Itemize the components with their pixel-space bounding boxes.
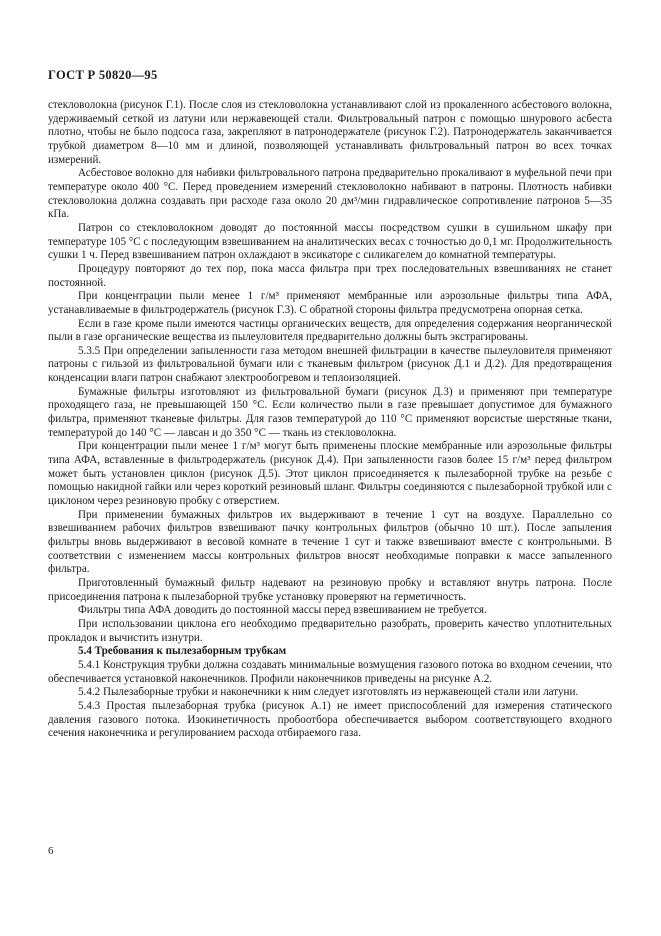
paragraph: Приготовленный бумажный фильтр надевают на резиновую пробку и вставляют внутрь патрона. После присоединения патрона к пылезаборной трубке установку проверяют на герметичность. [48, 576, 612, 603]
paragraph: При использовании циклона его необходимо предварительно разобрать, проверить качество уплотнительных прокладок и вычистить изнутри. [48, 617, 612, 644]
paragraph: стекловолокна (рисунок Г.1). После слоя из стекловолокна устанавливают слой из прокаленного асбестового волокна, удерживаемый сеткой из латуни или нержавеющей стали. Фильтровальный патрон с помощью шнурового асбеста плотно, чтобы не было подсоса газа, закрепляют в патронодержателе (рисунок Г.2). Патронодержатель заканчивается трубкой диаметром 8—10 мм и длиной, позволяющей устанавливать фильтровальный патрон во всех точках измерений. [48, 99, 612, 166]
paragraph: Фильтры типа АФА доводить до постоянной массы перед взвешиванием не требуется. [78, 604, 487, 617]
paragraph: 5.4.3 Простая пылезаборная трубка (рисунок А.1) не имеет приспособлений для измерения статического давления газового потока. Изокинетичность пробоотбора обеспечивается выбором соответствующего входного сечения наконечника и регулированием расхода отбираемого газа. [48, 699, 612, 740]
section-heading: 5.4 Требования к пылезаборным трубкам [78, 645, 287, 658]
paragraph: При концентрации пыли менее 1 г/м³ могут быть применены плоские мембранные или аэрозольные фильтры типа АФА, вставленные в фильтродержатель (рисунок Д.4). При запыленности газов более 15 г/м³ перед фильтром может быть установлен циклон (рисунок Д.5). Этот циклон присоединяется к пылезаборной трубке на резьбе с помощью накидной гайки или через короткий резиновый шланг. Фильтры соединяются с пылезаборной трубкой или с циклоном через резиновую пробку с отверстием. [48, 440, 612, 508]
paragraph: Если в газе кроме пыли имеются частицы органических веществ, для определения содержания неорганической пыли в газе органические вещества из пылеуловителя предварительно должны быть экстрагированы. [48, 317, 612, 344]
paragraph: При применении бумажных фильтров их выдерживают в течение 1 сут на воздухе. Параллельно со взвешиванием рабочих фильтров взвешивают пачку контрольных фильтров (обычно 10 шт.). После запыления фильтры вновь выдерживают в весовой комнате в течение 1 сут и также взвешивают вместе с контрольными. В соответствии с изменением массы контрольных фильтров вносят необходимые поправки к массе запыленного фильтра. [48, 508, 612, 576]
body-text [48, 99, 612, 741]
page-number: 6 [48, 845, 54, 857]
paragraph: Патрон со стекловолокном доводят до постоянной массы посредством сушки в сушильном шкафу при температуре 105 °С с последующим взвешиванием на аналитических весах с точностью до 0,1 мг. Продолжительность сушки 1 ч. Перед взвешиванием патрон охлаждают в эксикаторе с силикагелем до комнатной температуры. [48, 221, 612, 262]
paragraph: 5.4.1 Конструкция трубки должна создавать минимальные возмущения газового потока во входном сечении, что обеспечивается установкой наконечников. Профили наконечников приведены на рисунке А.2. [48, 658, 612, 685]
paragraph: 5.4.2 Пылезаборные трубки и наконечники к ним следует изготовлять из нержавеющей стали или латуни. [78, 686, 579, 699]
paragraph: Бумажные фильтры изготовляют из фильтровальной бумаги (рисунок Д.3) и применяют при температуре проходящего газа, не превышающей 150 °С. Если количество пыли в газе превышает допустимое для бумажного фильтра, применяют тканевые фильтры. Для газов температурой до 110 °С применяют ворсистые шерстяные ткани, температурой до 140 °С — лавсан и до 350 °С — ткань из стекловолокна. [48, 385, 612, 439]
document-header: ГОСТ Р 50820—95 [48, 68, 158, 82]
paragraph: 5.3.5 При определении запыленности газа методом внешней фильтрации в качестве пылеуловителя применяют патроны с гильзой из фильтровальной бумаги или с тканевым фильтром (рисунок Д.1 и Д.2). Для предотвращения конденсации влаги патрон снабжают электрообогревом и теплоизоляцией. [48, 344, 612, 385]
paragraph: При концентрации пыли менее 1 г/м³ применяют мембранные или аэрозольные фильтры типа АФА, устанавливаемые в фильтродержатель (рисунок Г.3). С обратной стороны фильтра предусмотрена опорная сетка. [48, 290, 612, 316]
paragraph: Асбестовое волокно для набивки фильтровального патрона предварительно прокаливают в муфельной печи при температуре около 400 °С. Перед проведением измерений стекловолокно набивают в патроны. Плотность набивки стекловолокна должна создавать при расходе газа около 20 дм³/мин гидравлическое сопротивление патронов 5—35 кПа. [48, 167, 612, 221]
paragraph: Процедуру повторяют до тех пор, пока масса фильтра при трех последовательных взвешиваниях не станет постоянной. [48, 262, 612, 289]
